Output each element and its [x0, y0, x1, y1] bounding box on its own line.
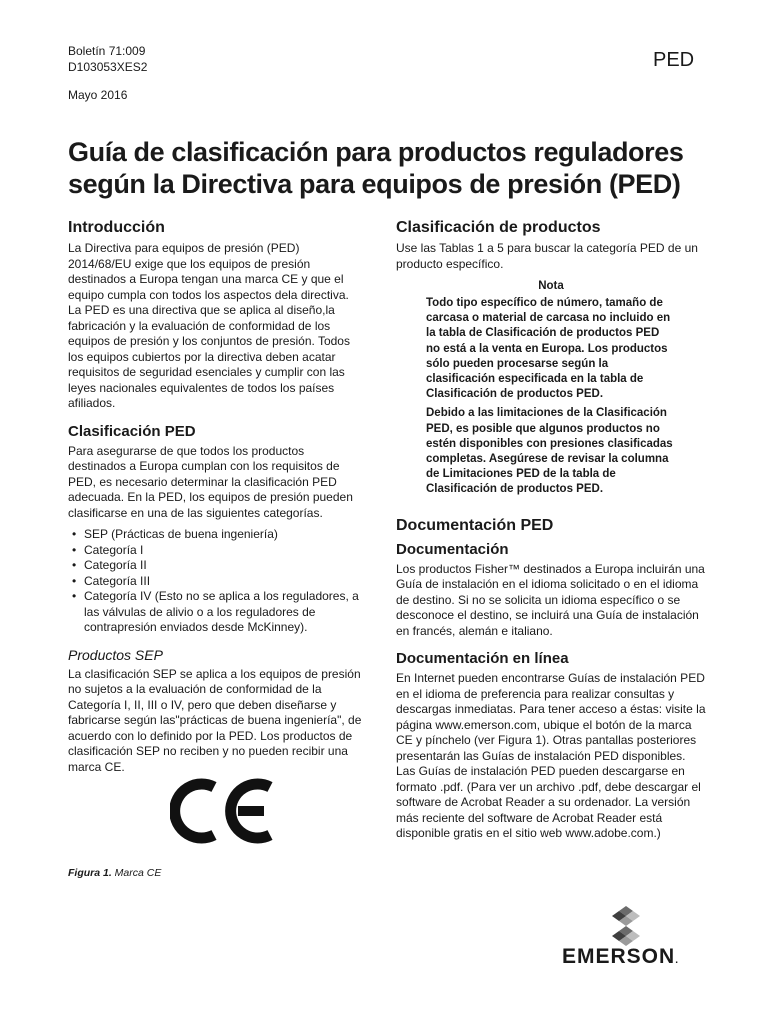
classification-text: Para asegurarse de que todos los productos destinados a Europa cumplan con los requisitos de PED, es necesario determinar la clasificación PED adecuada. En la PED, los equipos de presión pueden clasificarse en una de las siguientes categorías.	[68, 443, 353, 520]
sep-text: La clasificación SEP se aplica a los equipos de presión no sujetos a la evaluación de conformidad de la Categoría I, II, III o IV, pero que deben diseñarse y fabricarse según las"prácticas de buena ingeniería", de acuerdo con lo definido por la PED. Los productos de clasificación SEP no reciben y no pueden recibir una marca CE.	[68, 666, 362, 774]
page-title	[68, 136, 728, 200]
category-item: • Categoría IV (Esto no se aplica a los reguladores, a las válvulas de alivio o a los reguladores de contrapresión enviados desde McKinney).	[84, 589, 364, 636]
bulletin-number: Boletín 71:009	[68, 44, 146, 58]
intro-heading: Introducción	[68, 219, 165, 236]
figure-label: Figura 1.	[68, 867, 112, 879]
emerson-logo-icon	[611, 906, 641, 946]
document-date: Mayo 2016	[68, 88, 128, 102]
category-item: • Categoría II	[84, 558, 364, 574]
documentation-heading: Documentación PED	[396, 516, 554, 534]
right-column	[396, 218, 706, 842]
document-id: D103053XES2	[68, 60, 148, 74]
documentation-text: Los productos Fisher™ destinados a Europa incluirán una Guía de instalación en el idioma solicitado o en el idioma de destino. Si no se solicita un idioma específico o se desconoce el destino, se incluirá una Guía de instalación en francés, alemán e italiano.	[396, 561, 705, 638]
note-heading: Nota	[538, 280, 564, 292]
note-paragraph-1: Todo tipo específico de número, tamaño de carcasa o material de carcasa no incluido en la tabla de Clasificación de productos PED no está a la venta en Europa. Los productos sólo pueden procesarse según la clasificación especificada en la tabla de Clasificación de productos PED.	[426, 297, 671, 401]
title-line-1: Guía de clasificación para productos reguladores	[68, 137, 684, 167]
sep-heading: Productos SEP	[68, 646, 163, 663]
document-code: PED	[653, 49, 695, 71]
product-classification-text: Use las Tablas 1 a 5 para buscar la categoría PED de un producto específico.	[396, 241, 698, 271]
category-item: • Categoría I	[84, 543, 364, 559]
category-item: • SEP (Prácticas de buena ingeniería)	[84, 527, 364, 543]
category-list	[68, 527, 364, 636]
title-line-2: según la Directiva para equipos de presión (PED)	[68, 169, 681, 199]
intro-text: La Directiva para equipos de presión (PED) 2014/68/EU exige que los equipos de presión destinados a Europa tengan una marca CE y que el equipo cumpla con todos los aspectos dela directiva. La PED es una directiva que se aplica al diseño,la fabricación y la evaluación de conformidad de los equipos de presión y los conjuntos de presión. Todos los equipos cubiertos por la directiva deben acatar requisitos de seguridad esenciales y cumplir con las leyes nacionales equivalentes de todos los países afiliados.	[68, 241, 350, 410]
online-documentation-subheading: Documentación en línea	[396, 650, 569, 668]
left-column	[68, 218, 364, 775]
online-documentation-text: En Internet pueden encontrarse Guías de instalación PED en el idioma de preferencia para realizar consultas y descargas inmediatas. Para tener acceso a éstas: visite la página www.emerson.com, ubique el botón de la marca CE y pínchelo (ver Figura 1). Otras pantallas posteriores presentarán las Guías de instalación PED disponibles. Las Guías de instalación PED pueden descargarse en formato .pdf. (Para ver un archivo .pdf, debe descargar el software de Acrobat Reader a su ordenador. La versión más reciente del software de Acrobat Reader está disponible gratis en el sitio web www.adobe.com.)	[396, 671, 706, 841]
note-paragraph-2: Debido a las limitaciones de la Clasificación PED, es posible que algunos productos no estén disponibles con presiones clasificadas completas. Asegúrese de revisar la columna de Limitaciones PED de la tabla de Clasificación de productos PED.	[426, 407, 673, 496]
classification-heading: Clasificación PED	[68, 422, 196, 440]
figure-caption	[68, 867, 161, 879]
category-item: • Categoría III	[84, 574, 364, 590]
documentation-subheading: Documentación	[396, 540, 509, 558]
ce-mark-icon	[170, 778, 274, 844]
emerson-brand-name: EMERSON.	[562, 945, 679, 968]
product-classification-heading: Clasificación de productos	[396, 219, 601, 236]
figure-caption-text: Marca CE	[111, 867, 162, 879]
